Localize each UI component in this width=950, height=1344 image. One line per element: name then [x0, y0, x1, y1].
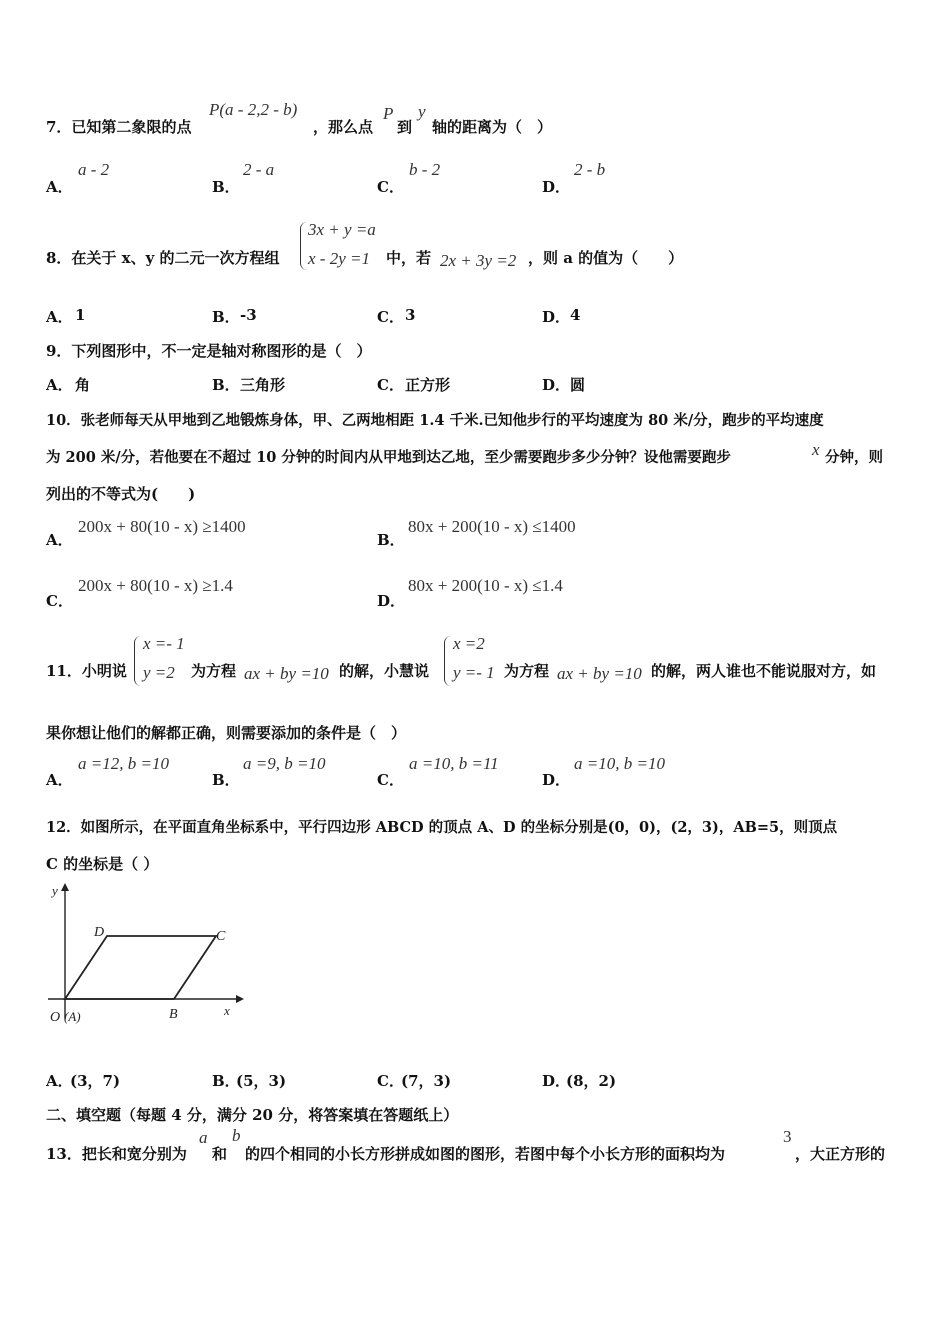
q12-option-b-label: B．	[212, 1072, 240, 1090]
section-2-heading: 二、填空题（每题 4 分，满分 20 分，将答案填在答题纸上）	[46, 1106, 459, 1124]
question-9: 9．下列图形中，不一定是轴对称图形的是（ ）	[46, 342, 372, 360]
q12-line1: 12．如图所示，在平面直角坐标系中，平行四边形 ABCD 的顶点 A、D 的坐标分别是(0，0)，(2，3)，AB=5，则顶点	[46, 819, 838, 836]
label-a: (A)	[64, 1009, 81, 1024]
q7-suffix: 轴的距离为（ ）	[432, 118, 553, 136]
x-axis-arrow-icon	[236, 995, 244, 1003]
q11-sys1-a: x =- 1	[143, 634, 185, 653]
q7-point: P(a - 2,2 - b)	[209, 100, 298, 119]
y-axis-arrow-icon	[61, 883, 69, 891]
q10-option-d: 80x + 200(10 - x) ≤1.4	[408, 576, 563, 595]
q7-to: 到	[397, 118, 413, 136]
label-y: y	[52, 883, 58, 898]
q7-option-d: 2 - b	[574, 160, 606, 179]
q13-three: 3	[783, 1127, 792, 1146]
q11-option-a-label: A．	[46, 771, 73, 789]
q11-option-c-label: C．	[377, 771, 404, 789]
q12-option-c: (7，3)	[401, 1072, 452, 1090]
q11-option-b: a =9, b =10	[243, 754, 326, 773]
q7-option-c: b - 2	[409, 160, 441, 179]
q13-a: a	[199, 1128, 208, 1147]
q10-option-c: 200x + 80(10 - x) ≥1.4	[78, 576, 233, 595]
q9-option-a: 角	[75, 376, 91, 394]
q11-option-b-label: B．	[212, 771, 240, 789]
q8-option-c: 3	[405, 306, 416, 324]
label-x: x	[224, 1003, 230, 1018]
q10-line2a: 为 200 米/分，若他要在不超过 10 分钟的时间内从甲地到达乙地，至少需要跑步多少分钟？设他需要跑步	[46, 449, 731, 466]
q7-prefix: 7．已知第二象限的点	[46, 118, 192, 136]
q10-option-a: 200x + 80(10 - x) ≥1400	[78, 517, 246, 536]
q11-mid2: 的解，小慧说	[339, 662, 430, 680]
q10-option-d-label: D．	[377, 592, 406, 610]
q11-mid1: 为方程	[191, 662, 237, 680]
q11-prefix: 11．小明说	[46, 662, 127, 680]
q11-eq-2: ax + by =10	[557, 664, 642, 683]
label-d: D	[94, 925, 105, 940]
q7-p: P	[383, 104, 394, 123]
q8-eq1: 3x + y =a	[308, 220, 376, 239]
q10-option-c-label: C．	[46, 592, 73, 610]
q8-option-a: 1	[75, 306, 86, 324]
q9-option-d: 圆	[570, 376, 586, 394]
q13-mid: 的四个相同的小长方形拼成如图的图形，若图中每个小长方形的面积均为	[245, 1145, 726, 1163]
q8-option-c-label: C．	[377, 308, 404, 326]
q8-suffix: ，则 a 的值为（ ）	[528, 249, 684, 267]
q11-option-d-label: D．	[542, 771, 571, 789]
q12-option-b: (5，3)	[236, 1072, 287, 1090]
q7-option-b: 2 - a	[243, 160, 275, 179]
q13-b: b	[232, 1126, 241, 1145]
q8-option-d-label: D．	[542, 308, 571, 326]
q11-mid4: 的解，两人谁也不能说服对方，如	[651, 662, 877, 680]
q7-option-a: a - 2	[78, 160, 110, 179]
q13-suffix: ，大正方形的	[795, 1145, 886, 1163]
q12-option-c-label: C．	[377, 1072, 404, 1090]
q11-mid3: 为方程	[504, 662, 550, 680]
q11-option-d: a =10, b =10	[574, 754, 665, 773]
q10-option-b: 80x + 200(10 - x) ≤1400	[408, 517, 576, 536]
q11-sys2-a: x =2	[453, 634, 485, 653]
q10-option-b-label: B．	[377, 531, 405, 549]
q11-option-a: a =12, b =10	[78, 754, 169, 773]
q7-option-d-label: D．	[542, 178, 571, 196]
q13-prefix: 13．把长和宽分别为	[46, 1145, 187, 1163]
q9-option-a-label: A．	[46, 376, 73, 394]
q7-mid: ，那么点	[313, 118, 374, 136]
q9-option-b-label: B．	[212, 376, 240, 394]
q8-option-b-label: B．	[212, 308, 240, 326]
parallelogram-figure	[38, 878, 248, 1028]
q8-prefix: 8．在关于 x、y 的二元一次方程组	[46, 249, 280, 267]
q7-option-a-label: A．	[46, 178, 73, 196]
q7-option-b-label: B．	[212, 178, 240, 196]
q8-eq2: x - 2y =1	[308, 249, 370, 268]
q11-brace-1	[134, 636, 141, 686]
q12-option-a-label: A．	[46, 1072, 73, 1090]
q9-option-c: 正方形	[405, 376, 451, 394]
label-c: C	[216, 929, 226, 944]
q12-option-d-label: D．	[542, 1072, 571, 1090]
q7-y: y	[418, 102, 426, 121]
q10-option-a-label: A．	[46, 531, 73, 549]
q11-sys2-b: y =- 1	[453, 663, 495, 682]
q9-option-b: 三角形	[240, 376, 286, 394]
q12-option-a: (3，7)	[70, 1072, 121, 1090]
q12-option-d: (8，2)	[566, 1072, 617, 1090]
q8-option-d: 4	[570, 306, 581, 324]
q12-line2: C 的坐标是（ ）	[46, 855, 159, 873]
q11-brace-2	[444, 636, 451, 686]
q8-option-a-label: A．	[46, 308, 73, 326]
q8-option-b: -3	[240, 306, 257, 324]
parallelogram-abcd	[65, 936, 216, 999]
q10-x: x	[812, 440, 820, 459]
q13-and: 和	[212, 1145, 228, 1163]
q11-eq-1: ax + by =10	[244, 664, 329, 683]
q8-mid: 中，若	[386, 249, 432, 267]
q10-line1: 10．张老师每天从甲地到乙地锻炼身体，甲、乙两地相距 1.4 千米.已知他步行的平均速度为 80 米/分，跑步的平均速度	[46, 412, 824, 429]
label-o: O	[50, 1010, 61, 1025]
label-b: B	[169, 1007, 178, 1022]
q9-option-c-label: C．	[377, 376, 404, 394]
q8-cond: 2x + 3y =2	[440, 251, 517, 270]
q8-brace	[300, 222, 307, 270]
q10-line3: 列出的不等式为( )	[46, 485, 196, 503]
q9-option-d-label: D．	[542, 376, 571, 394]
q11-sys1-b: y =2	[143, 663, 175, 682]
q11-line2: 果你想让他们的解都正确，则需要添加的条件是（ ）	[46, 724, 407, 742]
q11-option-c: a =10, b =11	[409, 754, 499, 773]
q10-line2b: 分钟，则	[825, 449, 883, 466]
q7-option-c-label: C．	[377, 178, 404, 196]
